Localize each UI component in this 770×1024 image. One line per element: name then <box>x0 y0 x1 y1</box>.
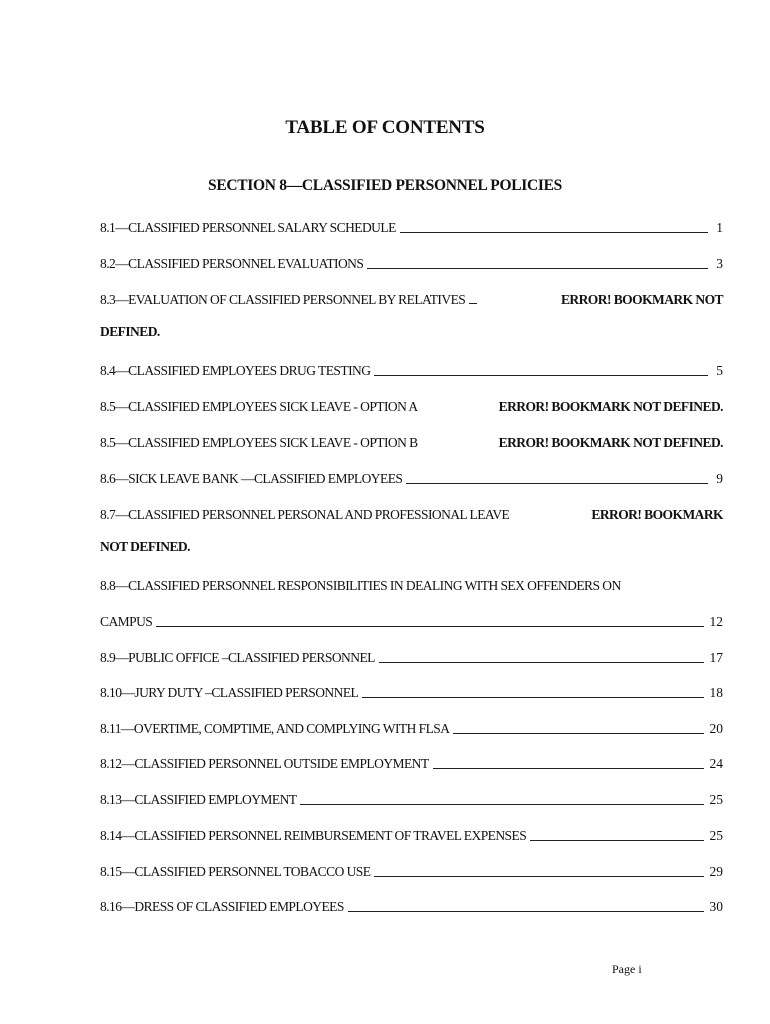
toc-entry-title: 8.9—PUBLIC OFFICE –CLASSIFIED PERSONNEL <box>100 650 375 665</box>
toc-entry-8-16[interactable] <box>100 895 723 915</box>
section-heading: SECTION 8—CLASSIFIED PERSONNEL POLICIES <box>208 177 562 194</box>
toc-entry-title: 8.14—CLASSIFIED PERSONNEL REIMBURSEMENT OF TRAVEL EXPENSES <box>100 828 527 843</box>
toc-leader-line <box>453 733 703 734</box>
toc-entry-title: 8.1—CLASSIFIED PERSONNEL SALARY SCHEDULE <box>100 220 396 235</box>
toc-page-number: 18 <box>709 685 723 700</box>
toc-leader-line <box>348 911 704 912</box>
toc-leader-line <box>374 375 708 376</box>
toc-entry-8-13[interactable] <box>100 788 723 808</box>
toc-page-number: 3 <box>716 256 723 271</box>
toc-page-number: 12 <box>709 614 723 629</box>
toc-leader-line <box>530 840 703 841</box>
toc-leader-line <box>469 302 477 304</box>
toc-entry-title: 8.2—CLASSIFIED PERSONNEL EVALUATIONS <box>100 256 364 271</box>
toc-entry-8-5-option-a[interactable] <box>100 395 723 415</box>
toc-entry-title: 8.4—CLASSIFIED EMPLOYEES DRUG TESTING <box>100 363 371 378</box>
toc-entry-8-9[interactable] <box>100 646 723 666</box>
toc-leader-line <box>406 483 708 484</box>
toc-page-number: 20 <box>709 721 723 736</box>
toc-entry-title: 8.15—CLASSIFIED PERSONNEL TOBACCO USE <box>100 864 371 879</box>
toc-entry-8-6[interactable] <box>100 467 723 487</box>
toc-page-number: 29 <box>709 864 723 879</box>
toc-leader-line <box>379 662 704 663</box>
toc-entry-8-1[interactable] <box>100 216 723 236</box>
toc-entry-8-8[interactable] <box>100 574 723 594</box>
toc-entry-title: 8.5—CLASSIFIED EMPLOYEES SICK LEAVE - OPTION B <box>100 435 418 450</box>
bookmark-error-text: ERROR! BOOKMARK NOT DEFINED. <box>498 399 723 414</box>
toc-entry-title: 8.6—SICK LEAVE BANK —CLASSIFIED EMPLOYEES <box>100 471 403 486</box>
toc-entry-title: 8.13—CLASSIFIED EMPLOYMENT <box>100 792 297 807</box>
toc-entry-8-3[interactable] <box>100 288 723 308</box>
toc-entry-title: 8.3—EVALUATION OF CLASSIFIED PERSONNEL BY RELATIVES <box>100 292 466 307</box>
toc-entry-title: 8.10—JURY DUTY –CLASSIFIED PERSONNEL <box>100 685 359 700</box>
toc-leader-line <box>156 626 703 627</box>
toc-page-number: 9 <box>716 471 723 486</box>
toc-page-number: 30 <box>709 899 723 914</box>
toc-entry-title: 8.11—OVERTIME, COMPTIME, AND COMPLYING WITH FLSA <box>100 721 450 736</box>
toc-page-number: 5 <box>716 363 723 378</box>
bookmark-error-text: ERROR! BOOKMARK NOT <box>560 292 723 307</box>
toc-entry-8-7[interactable] <box>100 503 723 523</box>
toc-entry-8-14[interactable] <box>100 824 723 844</box>
toc-leader-line <box>367 268 708 269</box>
toc-entry-title: 8.16—DRESS OF CLASSIFIED EMPLOYEES <box>100 899 344 914</box>
toc-entry-8-5-option-b[interactable] <box>100 431 723 451</box>
toc-page-number: 1 <box>716 220 723 235</box>
page-title: TABLE OF CONTENTS <box>285 117 485 138</box>
toc-entry-title: 8.5—CLASSIFIED EMPLOYEES SICK LEAVE - OPTION A <box>100 399 418 414</box>
toc-leader-line <box>362 697 703 698</box>
toc-entry-8-15[interactable] <box>100 860 723 880</box>
toc-entry-8-8-continuation[interactable] <box>100 610 723 630</box>
bookmark-error-text: ERROR! BOOKMARK NOT DEFINED. <box>498 435 723 450</box>
page-footer-number: Page i <box>612 962 642 976</box>
toc-entry-title: 8.12—CLASSIFIED PERSONNEL OUTSIDE EMPLOYMENT <box>100 756 429 771</box>
toc-entry-8-11[interactable] <box>100 717 723 737</box>
toc-entry-8-2[interactable] <box>100 252 723 272</box>
bookmark-error-continuation: DEFINED. <box>100 324 160 339</box>
bookmark-error-continuation: NOT DEFINED. <box>100 539 190 554</box>
toc-entry-8-12[interactable] <box>100 752 723 772</box>
toc-leader-line <box>400 232 708 233</box>
toc-page-number: 24 <box>709 756 723 771</box>
toc-entry-title-continuation: CAMPUS <box>100 614 153 629</box>
toc-leader-line <box>374 876 703 877</box>
toc-page-number: 25 <box>709 828 723 843</box>
toc-leader-line <box>433 768 704 769</box>
toc-entry-8-10[interactable] <box>100 681 723 701</box>
toc-page-number: 25 <box>709 792 723 807</box>
toc-entry-title: 8.8—CLASSIFIED PERSONNEL RESPONSIBILITIES IN DEALING WITH SEX OFFENDERS ON <box>100 578 621 593</box>
toc-entry-title: 8.7—CLASSIFIED PERSONNEL PERSONAL AND PROFESSIONAL LEAVE <box>100 507 510 522</box>
toc-page-number: 17 <box>709 650 723 665</box>
toc-leader-line <box>300 804 703 805</box>
bookmark-error-text: ERROR! BOOKMARK <box>591 507 723 522</box>
toc-entry-8-4[interactable] <box>100 359 723 379</box>
